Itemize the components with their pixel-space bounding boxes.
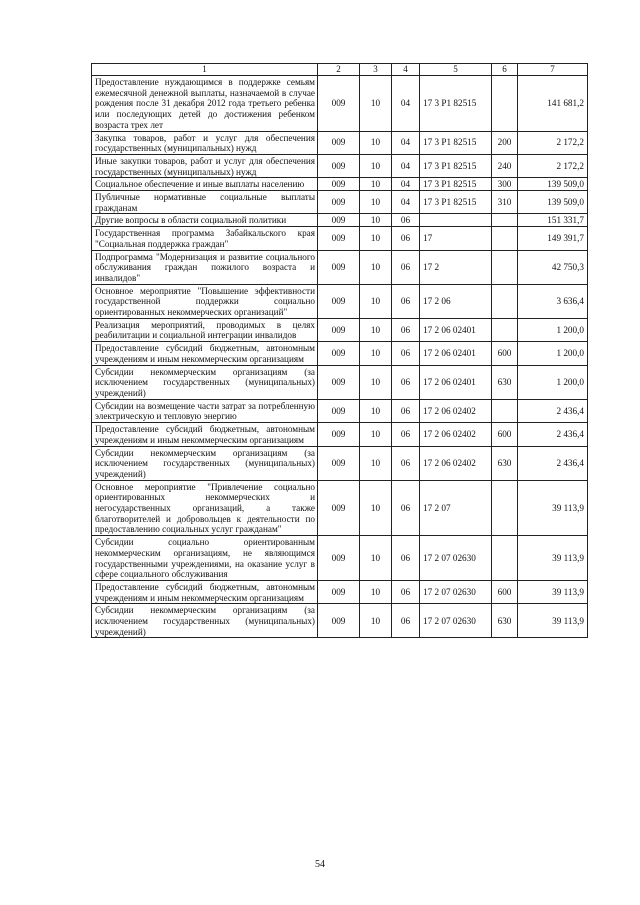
grbs-code-cell: 009 [318,250,360,284]
subsection-code-cell: 06 [392,580,420,603]
section-code-cell: 10 [360,227,392,250]
table-row [92,446,588,480]
table-row [92,399,588,422]
target-article-cell: 17 3 P1 82515 [420,178,492,191]
amount-cell: 1 200,0 [518,342,588,365]
table-row [92,604,588,638]
table-row [92,365,588,399]
grbs-code-cell: 009 [318,423,360,446]
expense-type-cell [492,284,518,318]
target-article-cell: 17 3 P1 82515 [420,154,492,177]
amount-cell: 2 436,4 [518,399,588,422]
expense-type-cell [492,536,518,581]
section-code-cell: 10 [360,580,392,603]
grbs-code-cell: 009 [318,342,360,365]
section-code-cell: 10 [360,131,392,154]
target-article-cell: 17 2 06 02402 [420,423,492,446]
column-header: 6 [492,64,518,76]
row-name-cell: Публичные нормативные социальные выплаты гражданам [92,191,318,214]
amount-cell: 39 113,9 [518,604,588,638]
grbs-code-cell: 009 [318,446,360,480]
table-row [92,214,588,227]
grbs-code-cell: 009 [318,191,360,214]
target-article-cell: 17 2 [420,250,492,284]
row-name-cell: Субсидии некоммерческим организациям (за исключением государственных (муниципальных) учреждений) [92,365,318,399]
grbs-code-cell: 009 [318,480,360,536]
subsection-code-cell: 06 [392,480,420,536]
grbs-code-cell: 009 [318,318,360,341]
subsection-code-cell: 06 [392,227,420,250]
grbs-code-cell: 009 [318,365,360,399]
subsection-code-cell: 06 [392,446,420,480]
amount-cell: 3 636,4 [518,284,588,318]
grbs-code-cell: 009 [318,536,360,581]
subsection-code-cell: 04 [392,191,420,214]
target-article-cell: 17 3 P1 82515 [420,191,492,214]
target-article-cell: 17 2 06 [420,284,492,318]
expense-type-cell [492,76,518,132]
row-name-cell: Субсидии на возмещение части затрат за потребленную электрическую и тепловую энергию [92,399,318,422]
subsection-code-cell: 04 [392,154,420,177]
table-row [92,342,588,365]
row-name-cell: Реализация мероприятий, проводимых в целях реабилитации и социальной интеграции инвалидов [92,318,318,341]
grbs-code-cell: 009 [318,580,360,603]
target-article-cell: 17 3 P1 82515 [420,76,492,132]
amount-cell: 2 436,4 [518,446,588,480]
table-row [92,76,588,132]
table-row [92,423,588,446]
amount-cell: 139 509,0 [518,178,588,191]
section-code-cell: 10 [360,250,392,284]
target-article-cell: 17 2 07 02630 [420,580,492,603]
subsection-code-cell: 06 [392,284,420,318]
expense-type-cell [492,250,518,284]
amount-cell: 39 113,9 [518,580,588,603]
subsection-code-cell: 06 [392,214,420,227]
amount-cell: 141 681,2 [518,76,588,132]
subsection-code-cell: 06 [392,365,420,399]
grbs-code-cell: 009 [318,178,360,191]
table-row [92,191,588,214]
target-article-cell: 17 2 06 02401 [420,318,492,341]
expense-type-cell: 240 [492,154,518,177]
expense-type-cell: 600 [492,342,518,365]
row-name-cell: Государственная программа Забайкальского края "Социальная поддержка граждан" [92,227,318,250]
row-name-cell: Предоставление субсидий бюджетным, автономным учреждениям и иным некоммерческим организациям [92,580,318,603]
expense-type-cell [492,399,518,422]
header-row [92,64,588,76]
amount-cell: 39 113,9 [518,536,588,581]
expense-type-cell: 300 [492,178,518,191]
amount-cell: 2 172,2 [518,154,588,177]
grbs-code-cell: 009 [318,604,360,638]
table-row [92,284,588,318]
subsection-code-cell: 06 [392,399,420,422]
section-code-cell: 10 [360,446,392,480]
subsection-code-cell: 04 [392,76,420,132]
target-article-cell [420,214,492,227]
section-code-cell: 10 [360,536,392,581]
grbs-code-cell: 009 [318,284,360,318]
expense-type-cell [492,318,518,341]
column-header: 7 [518,64,588,76]
page-number: 54 [315,859,325,870]
grbs-code-cell: 009 [318,131,360,154]
column-header: 5 [420,64,492,76]
section-code-cell: 10 [360,480,392,536]
column-header: 2 [318,64,360,76]
amount-cell: 1 200,0 [518,365,588,399]
row-name-cell: Основное мероприятие "Привлечение социально ориентированных некоммерческих и негосударственных организаций, а также благотворителей и добровольцев к деятельности по предоставлению социальных услуг гражданам" [92,480,318,536]
expense-type-cell: 600 [492,423,518,446]
subsection-code-cell: 04 [392,178,420,191]
section-code-cell: 10 [360,399,392,422]
budget-table [91,63,588,638]
row-name-cell: Предоставление субсидий бюджетным, автономным учреждениям и иным некоммерческим организациям [92,342,318,365]
row-name-cell: Субсидии некоммерческим организациям (за исключением государственных (муниципальных) учреждений) [92,446,318,480]
section-code-cell: 10 [360,178,392,191]
target-article-cell: 17 2 06 02401 [420,342,492,365]
section-code-cell: 10 [360,423,392,446]
expense-type-cell: 200 [492,131,518,154]
target-article-cell: 17 [420,227,492,250]
target-article-cell: 17 2 07 [420,480,492,536]
table-row [92,536,588,581]
target-article-cell: 17 2 06 02402 [420,399,492,422]
row-name-cell: Другие вопросы в области социальной политики [92,214,318,227]
target-article-cell: 17 3 P1 82515 [420,131,492,154]
target-article-cell: 17 2 07 02630 [420,604,492,638]
section-code-cell: 10 [360,154,392,177]
grbs-code-cell: 009 [318,227,360,250]
grbs-code-cell: 009 [318,154,360,177]
section-code-cell: 10 [360,365,392,399]
expense-type-cell: 630 [492,604,518,638]
column-header: 3 [360,64,392,76]
amount-cell: 139 509,0 [518,191,588,214]
subsection-code-cell: 06 [392,342,420,365]
table-row [92,318,588,341]
table-row [92,580,588,603]
target-article-cell: 17 2 07 02630 [420,536,492,581]
subsection-code-cell: 06 [392,250,420,284]
target-article-cell: 17 2 06 02402 [420,446,492,480]
table-row [92,227,588,250]
amount-cell: 149 391,7 [518,227,588,250]
section-code-cell: 10 [360,318,392,341]
amount-cell: 39 113,9 [518,480,588,536]
expense-type-cell: 630 [492,446,518,480]
expense-type-cell: 310 [492,191,518,214]
subsection-code-cell: 06 [392,423,420,446]
column-header: 1 [92,64,318,76]
amount-cell: 2 436,4 [518,423,588,446]
row-name-cell: Предоставление нуждающимся в поддержке семьям ежемесячной денежной выплаты, назначаемой в случае рождения после 31 декабря 2012 года третьего ребенка или последующих детей до достижения ребенком возраста трех лет [92,76,318,132]
table-row [92,154,588,177]
table-row [92,131,588,154]
subsection-code-cell: 06 [392,318,420,341]
amount-cell: 42 750,3 [518,250,588,284]
section-code-cell: 10 [360,76,392,132]
grbs-code-cell: 009 [318,214,360,227]
expense-type-cell [492,214,518,227]
table-row [92,480,588,536]
subsection-code-cell: 04 [392,131,420,154]
expense-type-cell [492,227,518,250]
amount-cell: 2 172,2 [518,131,588,154]
expense-type-cell [492,480,518,536]
column-header: 4 [392,64,420,76]
row-name-cell: Субсидии социально ориентированным некоммерческим организациям, не являющимся государственными учреждениями, на оказание услуг в сфере социального обслуживания [92,536,318,581]
table-row [92,250,588,284]
grbs-code-cell: 009 [318,399,360,422]
amount-cell: 1 200,0 [518,318,588,341]
section-code-cell: 10 [360,214,392,227]
expense-type-cell: 600 [492,580,518,603]
section-code-cell: 10 [360,342,392,365]
subsection-code-cell: 06 [392,536,420,581]
expense-type-cell: 630 [492,365,518,399]
row-name-cell: Иные закупки товаров, работ и услуг для обеспечения государственных (муниципальных) нужд [92,154,318,177]
row-name-cell: Субсидии некоммерческим организациям (за исключением государственных (муниципальных) учреждений) [92,604,318,638]
row-name-cell: Подпрограмма "Модернизация и развитие социального обслуживания граждан пожилого возраста и инвалидов" [92,250,318,284]
row-name-cell: Закупка товаров, работ и услуг для обеспечения государственных (муниципальных) нужд [92,131,318,154]
target-article-cell: 17 2 06 02401 [420,365,492,399]
row-name-cell: Социальное обеспечение и иные выплаты населению [92,178,318,191]
row-name-cell: Предоставление субсидий бюджетным, автономным учреждениям и иным некоммерческим организациям [92,423,318,446]
section-code-cell: 10 [360,284,392,318]
table-row [92,178,588,191]
amount-cell: 151 331,7 [518,214,588,227]
section-code-cell: 10 [360,191,392,214]
section-code-cell: 10 [360,604,392,638]
subsection-code-cell: 06 [392,604,420,638]
row-name-cell: Основное мероприятие "Повышение эффективности государственной поддержки социально ориентированных некоммерческих организаций" [92,284,318,318]
grbs-code-cell: 009 [318,76,360,132]
